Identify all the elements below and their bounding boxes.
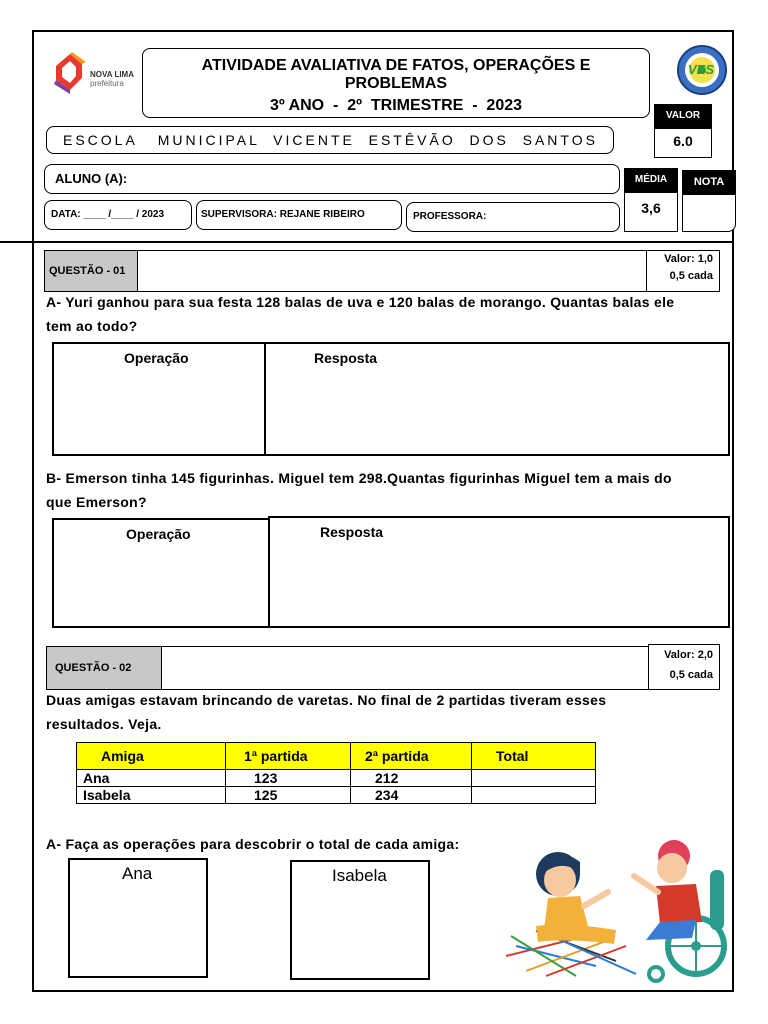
- q1-b-resposta-label: Resposta: [320, 524, 384, 540]
- q2-intro-line1: Duas amigas estavam brincando de varetas. No final de 2 partidas tiveram esses: [46, 692, 607, 708]
- nota-field[interactable]: [682, 194, 736, 232]
- valor-label: VALOR: [654, 104, 712, 128]
- valor-value: 6.0: [654, 128, 712, 158]
- q1-b-text: [46, 466, 726, 514]
- supervisora-label: SUPERVISORA: REJANE RIBEIRO: [201, 209, 365, 220]
- q2-title: QUESTÃO - 02: [46, 646, 162, 690]
- q1-a-operacao-label: Operação: [124, 350, 189, 366]
- aluno-label: ALUNO (A):: [55, 171, 128, 186]
- data-field[interactable]: [44, 200, 192, 230]
- table-row: [77, 787, 596, 804]
- box-isabela[interactable]: [290, 860, 430, 980]
- q1-a-text: [46, 290, 726, 338]
- logo-text-primary: NOVA LIMA: [90, 70, 134, 79]
- media-label: MÉDIA: [624, 168, 678, 192]
- q1-a-resposta-label: Resposta: [314, 350, 378, 366]
- row-ana-partida2: 212: [351, 770, 472, 787]
- q1-title: QUESTÃO - 01: [44, 250, 138, 292]
- row-ana-total[interactable]: [472, 770, 596, 787]
- data-label: DATA: ____ /____ / 2023: [51, 209, 165, 220]
- box-isabela-label: Isabela: [332, 866, 387, 885]
- q1-b-operacao-box[interactable]: [52, 518, 270, 628]
- title-line-1: ATIVIDADE AVALIATIVA DE FATOS, OPERAÇÕES E: [201, 57, 591, 74]
- nota-label: NOTA: [682, 170, 736, 194]
- q1-b-resposta-box[interactable]: [268, 516, 730, 628]
- media-value: 3,6: [624, 192, 678, 232]
- logo-text-secondary: prefeitura: [90, 79, 124, 88]
- q1-b-line1: B- Emerson tinha 145 figurinhas. Miguel tem 298.Quantas figurinhas Miguel tem a mais do: [46, 470, 672, 486]
- q1-b-line2: que Emerson?: [46, 494, 147, 510]
- q2-a-text: A- Faça as operações para descobrir o total de cada amiga:: [46, 836, 460, 852]
- badge-text: VES: [688, 62, 715, 77]
- professora-label: PROFESSORA:: [413, 211, 487, 222]
- box-ana-label: Ana: [122, 864, 153, 883]
- row-ana-partida1: 123: [226, 770, 351, 787]
- q1-a-line1: A- Yuri ganhou para sua festa 128 balas de uva e 120 balas de morango. Quantas balas ele: [46, 294, 675, 310]
- q1-b-operacao-label: Operação: [126, 526, 191, 542]
- q2-valor-line2: 0,5 cada: [669, 669, 713, 681]
- q1-header-bar: [44, 250, 720, 292]
- aluno-field[interactable]: [44, 164, 620, 194]
- nova-lima-logo: [52, 52, 142, 96]
- results-table: [76, 742, 596, 804]
- q1-valor: [646, 250, 720, 292]
- school-badge: [676, 44, 728, 96]
- row-isabela-name: Isabela: [77, 787, 226, 804]
- col-header-total: Total: [472, 743, 596, 770]
- professora-field[interactable]: [406, 202, 620, 232]
- q2-valor: [648, 644, 720, 690]
- q1-a-operacao-box[interactable]: [52, 342, 266, 456]
- title-line-2: PROBLEMAS: [344, 75, 448, 92]
- title-box: [142, 48, 650, 118]
- q2-valor-line1: Valor: 2,0: [664, 649, 713, 661]
- row-ana-name: Ana: [77, 770, 226, 787]
- box-ana[interactable]: [68, 858, 208, 978]
- supervisora-field: [196, 200, 402, 230]
- table-row: [77, 770, 596, 787]
- q1-a-line2: tem ao todo?: [46, 318, 138, 334]
- results-table-header: [77, 743, 596, 770]
- col-header-partida1: 1ª partida: [226, 743, 351, 770]
- q2-intro-line2: resultados. Veja.: [46, 716, 162, 732]
- kids-playing-sticks-icon: [496, 826, 732, 986]
- kids-illustration: [496, 826, 732, 986]
- q1-a-resposta-box[interactable]: [264, 342, 730, 456]
- margin-line: [0, 241, 734, 243]
- q2-intro: [46, 688, 726, 736]
- title-line-3: 3º ANO - 2º TRIMESTRE - 2023: [269, 97, 523, 114]
- row-isabela-partida1: 125: [226, 787, 351, 804]
- q1-valor-line1: Valor: 1,0: [664, 253, 713, 265]
- school-name: ESCOLA MUNICIPAL VICENTE ESTÊVÃO DOS SANTOS: [46, 126, 614, 154]
- row-isabela-total[interactable]: [472, 787, 596, 804]
- col-header-partida2: 2ª partida: [351, 743, 472, 770]
- row-isabela-partida2: 234: [351, 787, 472, 804]
- nova-lima-logo-icon: [52, 52, 86, 94]
- q1-valor-line2: 0,5 cada: [669, 270, 713, 282]
- col-header-amiga: Amiga: [77, 743, 226, 770]
